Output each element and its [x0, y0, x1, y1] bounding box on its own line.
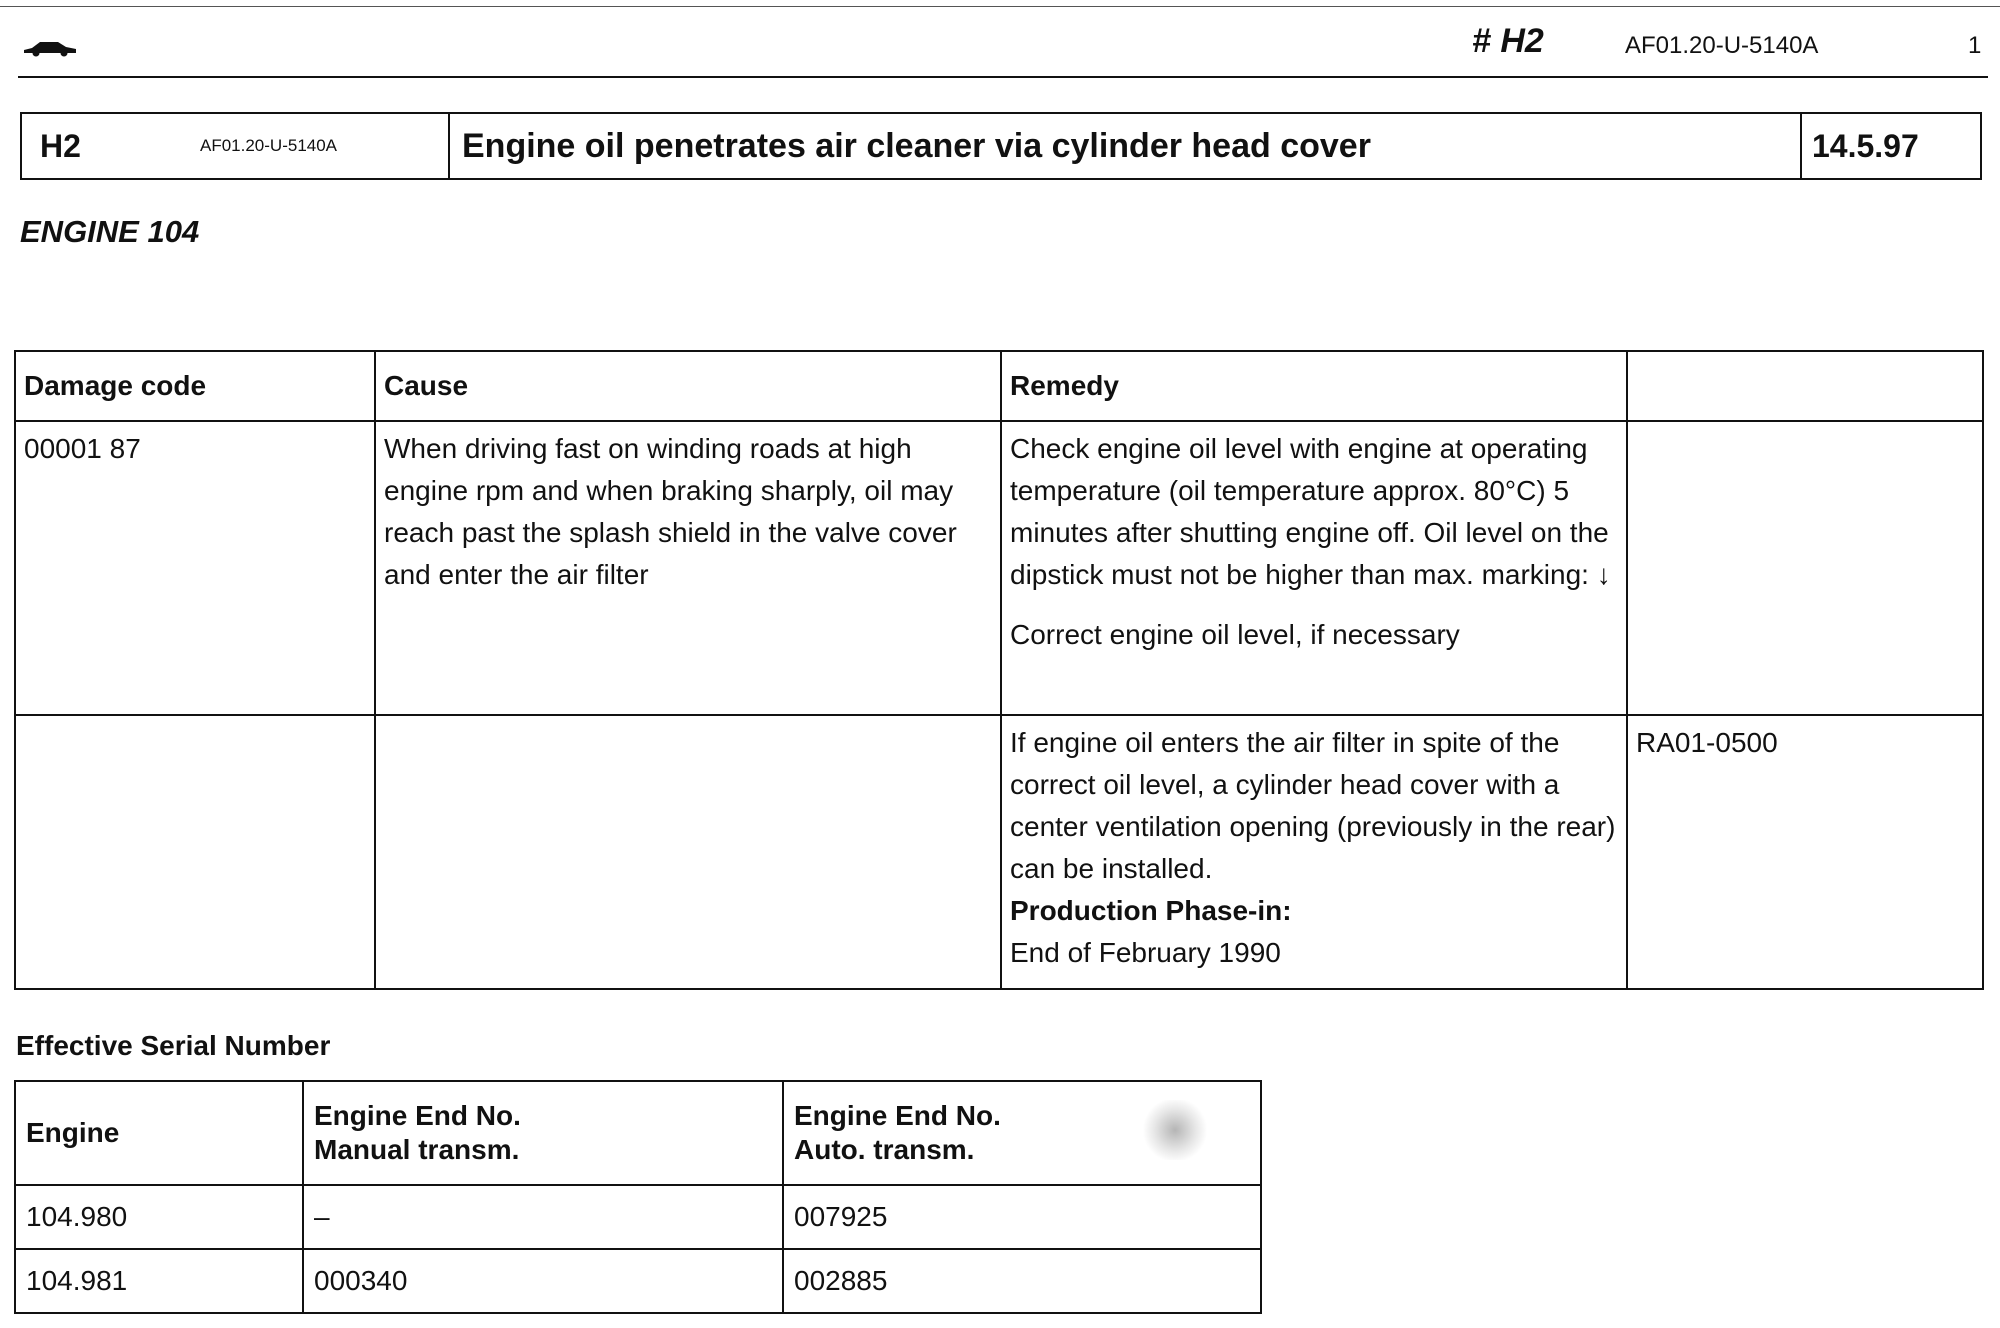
header-reference [1627, 351, 1983, 421]
production-phase-value: End of February 1990 [1010, 937, 1281, 968]
document-title: Engine oil penetrates air cleaner via cylinder head cover [450, 114, 1802, 178]
top-rule [0, 6, 2000, 7]
header-rule [18, 76, 1988, 78]
engine-cell: 104.981 [15, 1249, 303, 1313]
cause-cell [375, 715, 1001, 989]
title-box-code: H2 [40, 127, 81, 164]
serial-number-table [14, 1080, 1262, 1314]
header-engine-line1: Engine [26, 1117, 120, 1148]
header-auto-line2: Auto. transm. [794, 1134, 975, 1165]
table-row [15, 715, 1983, 989]
header-engine [15, 1081, 303, 1185]
damage-table [14, 350, 1984, 990]
engine-cell: 104.980 [15, 1185, 303, 1249]
header-auto-line1: Engine End No. [794, 1100, 1001, 1131]
table-row [15, 1185, 1261, 1249]
header-ref: AF01.20-U-5140A [1625, 32, 1819, 59]
reference-cell: RA01-0500 [1627, 715, 1983, 989]
header-manual-line1: Engine End No. [314, 1100, 521, 1131]
title-box-ref: AF01.20-U-5140A [200, 136, 338, 155]
title-box [20, 112, 1982, 180]
header-damage-code: Damage code [15, 351, 375, 421]
page-number: 1 [1968, 32, 1982, 59]
section-heading: ENGINE 104 [20, 214, 200, 249]
car-icon [22, 34, 78, 58]
title-box-code-cell [22, 114, 450, 178]
remedy-extra-text: Correct engine oil level, if necessary [1010, 619, 1460, 650]
document-date: 14.5.97 [1812, 127, 1919, 164]
damage-table-header-row [15, 351, 1983, 421]
scan-smudge [1140, 1100, 1210, 1160]
auto-end-no-cell: 002885 [783, 1249, 1261, 1313]
remedy-text: If engine oil enters the air filter in spite of the correct oil level, a cylinder head cover with a center ventilation opening (previously in the rear) can be installed. [1010, 727, 1616, 884]
damage-code-cell [15, 715, 375, 989]
table-row [15, 1249, 1261, 1313]
damage-code-cell: 00001 87 [15, 421, 375, 715]
remedy-cell [1001, 421, 1627, 715]
serial-heading: Effective Serial Number [16, 1030, 331, 1061]
remedy-text: Check engine oil level with engine at operating temperature (oil temperature approx. 80°C) 5 minutes after shutting engine off. Oil level on the dipstick must not be higher than max. marking: ↓ [1010, 433, 1611, 590]
header-remedy: Remedy [1001, 351, 1627, 421]
production-phase-label: Production Phase-in: [1010, 895, 1292, 926]
remedy-cell [1001, 715, 1627, 989]
reference-cell [1627, 421, 1983, 715]
header-code: # H2 [1472, 22, 1544, 60]
manual-end-no-cell: – [303, 1185, 783, 1249]
table-row [15, 421, 1983, 715]
header-manual-end-no [303, 1081, 783, 1185]
header-cause: Cause [375, 351, 1001, 421]
auto-end-no-cell: 007925 [783, 1185, 1261, 1249]
manual-end-no-cell: 000340 [303, 1249, 783, 1313]
serial-table-header-row [15, 1081, 1261, 1185]
cause-cell: When driving fast on winding roads at high engine rpm and when braking sharply, oil may reach past the splash shield in the valve cover and enter the air filter [375, 421, 1001, 715]
header-manual-line2: Manual transm. [314, 1134, 520, 1165]
